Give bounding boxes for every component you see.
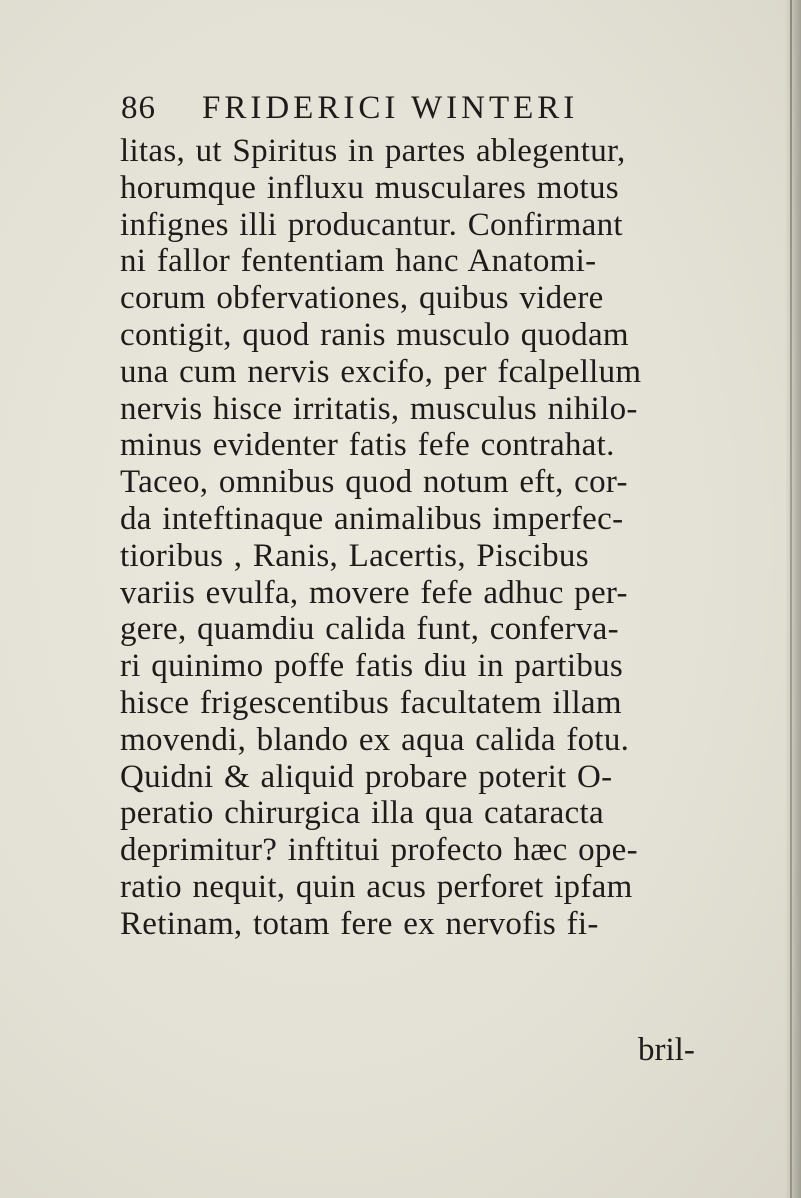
- text-line: Quidni & aliquid probare poterit O-: [120, 758, 613, 795]
- text-line: ni fallor fententiam hanc Anatomi-: [120, 243, 597, 280]
- text-line: ratio nequit, quin acus perforet ipfam: [120, 868, 633, 905]
- page-edge-line: [790, 0, 792, 1198]
- text-line: nervis hisce irritatis, musculus nihilo-: [120, 390, 638, 427]
- body-text: [120, 133, 750, 943]
- text-line: litas, ut Spiritus in partes ablegentur,: [120, 133, 626, 169]
- text-line: una cum nervis excifo, per fcalpellum: [120, 353, 642, 390]
- running-head: [121, 88, 681, 128]
- text-line: Retinam, totam fere ex nervofis fi-: [120, 905, 599, 942]
- text-line: tioribus , Ranis, Lacertis, Piscibus: [120, 537, 589, 574]
- page-edge-shadow: [785, 0, 801, 1198]
- catchword: bril-: [638, 1032, 695, 1068]
- text-line: minus evidenter fatis fefe contrahat.: [120, 427, 615, 464]
- text-line: infignes illi producantur. Confirmant: [120, 206, 623, 243]
- text-line: hisce frigescentibus facultatem illam: [120, 684, 622, 721]
- text-line: contigit, quod ranis musculo quodam: [120, 316, 629, 353]
- running-head-title: FRIDERICI WINTERI: [202, 90, 579, 126]
- text-line: gere, quamdiu calida funt, conferva-: [120, 611, 619, 648]
- text-line: Taceo, omnibus quod notum eft, cor-: [120, 464, 628, 501]
- text-line: corum obfervationes, quibus videre: [120, 280, 604, 317]
- text-line: ri quinimo poffe fatis diu in partibus: [120, 648, 624, 685]
- text-line: peratio chirurgica illa qua cataracta: [120, 795, 604, 832]
- text-line: deprimitur? inftitui profecto hæc ope-: [120, 832, 638, 869]
- page-number: 86: [121, 90, 156, 126]
- text-line: movendi, blando ex aqua calida fotu.: [120, 721, 630, 758]
- text-line: variis evulfa, movere fefe adhuc per-: [120, 574, 628, 611]
- text-line: horumque influxu musculares motus: [120, 169, 619, 206]
- text-line: da inteftinaque animalibus imperfec-: [120, 500, 624, 537]
